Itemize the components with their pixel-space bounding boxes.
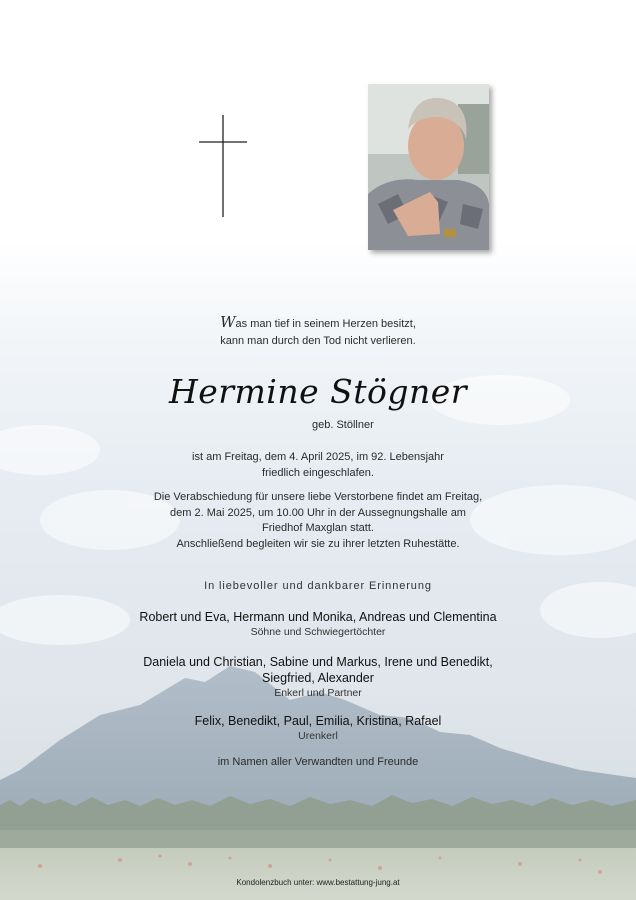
quote-line-2: kann man durch den Tod nicht verlieren. (220, 335, 416, 347)
farewell-line-3: Friedhof Maxglan statt. (262, 522, 374, 534)
farewell-details (0, 490, 636, 552)
mourner-names: Felix, Benedikt, Paul, Emilia, Kristina, Rafael (194, 714, 442, 728)
mourner-group-grandchildren (0, 654, 636, 700)
memory-line: In liebevoller und dankbarer Erinnerung (204, 580, 432, 592)
quote-initial: W (220, 313, 236, 331)
closing-line: im Namen aller Verwandten und Freunde (217, 756, 419, 768)
mourner-names-continued: Siegfried, Alexander (262, 671, 374, 685)
cross-icon (199, 115, 247, 217)
tree-line (0, 795, 636, 850)
mourner-relation: Enkerl und Partner (274, 687, 362, 699)
mourner-relation: Söhne und Schwiegertöchter (250, 626, 386, 638)
farewell-line-4: Anschließend begleiten wir sie zu ihrer letzten Ruhestätte. (176, 537, 460, 550)
deceased-name: Hermine Stögner (168, 372, 468, 411)
condolence-book-link[interactable]: Kondolenzbuch unter: www.bestattung-jung.at (236, 878, 400, 887)
memorial-quote (0, 314, 636, 350)
mourner-group-great-grandchildren (0, 713, 636, 743)
mourner-names: Robert und Eva, Hermann und Monika, Andreas und Clementina (139, 610, 497, 624)
maiden-name: geb. Stöllner (312, 419, 374, 431)
quote-line-1 (0, 314, 636, 333)
portrait-photo (368, 84, 489, 250)
farewell-line-2: dem 2. Mai 2025, um 10.00 Uhr in der Aussegnungshalle am (170, 506, 466, 519)
mourner-group-sons (0, 609, 636, 639)
farewell-line-1: Die Verabschiedung für unsere liebe Verstorbene findet am Freitag, (153, 491, 483, 503)
death-notice (0, 450, 636, 481)
death-notice-line-2: friedlich eingeschlafen. (262, 466, 374, 479)
death-notice-line-1: ist am Freitag, dem 4. April 2025, im 92. Lebensjahr (192, 451, 444, 463)
mourner-names: Daniela und Christian, Sabine und Markus, Irene und Benedikt, (143, 655, 493, 669)
mourner-relation: Urenkerl (298, 730, 338, 742)
quote-line-1-text: as man tief in seinem Herzen besitzt, (235, 318, 416, 330)
meadow (0, 848, 636, 900)
